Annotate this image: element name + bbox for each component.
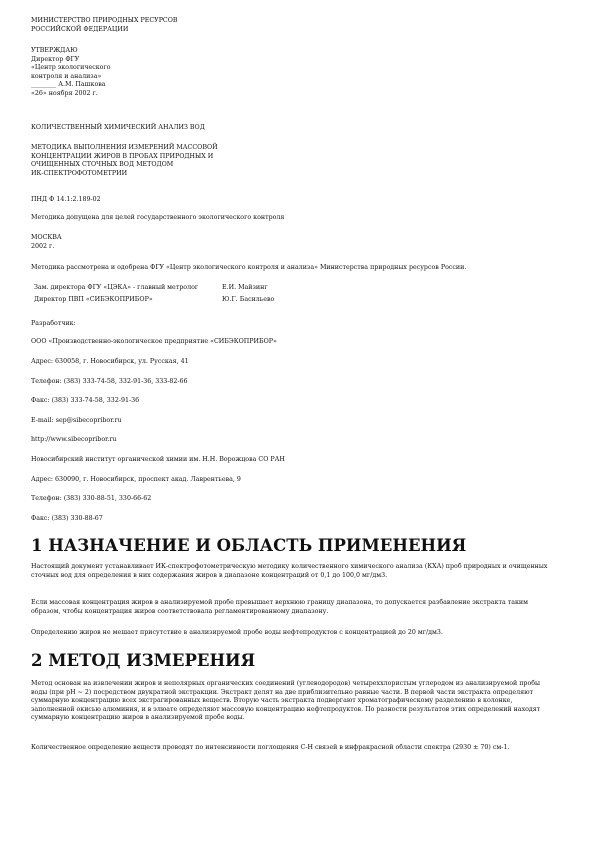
- title-line: ОЧИЩЕННЫХ СТОЧНЫХ ВОД МЕТОДОМ: [31, 161, 174, 169]
- reviewed-line: Методика рассмотрена и одобрена ФГУ «Центр экологического контроля и анализа» Министерства природных ресурсов России.: [31, 264, 467, 271]
- section-paragraph: Если массовая концентрация жиров в анализируемой пробе превышает верхнюю границу диапазона, то допускается разбавление экстракта таким образом, чтобы концентрация жиров соответствовала регламентированному диапазону.: [31, 599, 528, 615]
- signature-name: Е.И. Майзинг: [222, 284, 268, 291]
- title-line: МЕТОДИКА ВЫПОЛНЕНИЯ ИЗМЕРЕНИЙ МАССОВОЙ: [31, 144, 218, 151]
- approval-line: Директор ФГУ: [31, 55, 80, 63]
- developer-org: Новосибирский институт органической химии им. Н.Н. Ворожцова СО РАН: [31, 456, 285, 463]
- title-line: ИК-СПЕКТРОФОТОМЕТРИИ: [31, 169, 128, 177]
- category-line: КОЛИЧЕСТВЕННЫЙ ХИМИЧЕСКИЙ АНАЛИЗ ВОД: [31, 124, 205, 131]
- developer-address: Адрес: 630058, г. Новосибирск, ул. Русская, 41: [31, 358, 189, 365]
- document-title: [31, 144, 218, 178]
- document-code: ПНД Ф 14.1:2.189-02: [31, 196, 101, 203]
- approval-line: «Центр экологического: [31, 64, 111, 72]
- developer-address: Адрес: 630090, г. Новосибирск, проспект акад. Лаврентьева, 9: [31, 476, 241, 483]
- developer-phone: Телефон: (383) 333-74-58, 332-91-36, 333-82-66: [31, 378, 188, 385]
- developer-fax: Факс: (383) 330-88-67: [31, 515, 103, 522]
- section-paragraph: Количественное определение веществ проводят по интенсивности поглощения С-Н связей в инфракрасной области спектра (2930 ± 70) см-1.: [31, 744, 510, 751]
- approval-block: [31, 47, 111, 99]
- developer-email[interactable]: E-mail: sep@sibecopribor.ru: [31, 417, 122, 424]
- approval-line: «26» ноября 2002 г.: [31, 89, 98, 97]
- signature-name: Ю.Г. Басильево: [222, 296, 275, 303]
- year: 2002 г.: [31, 242, 55, 250]
- section-paragraph: Определению жиров не мешает присутствие в анализируемой пробе воды нефтепродуктов с концентрацией до 20 мг/дм3.: [31, 629, 443, 636]
- approval-line: УТВЕРЖДАЮ: [31, 47, 78, 54]
- signature-role: Зам. директора ФГУ «ЦЭКА» - главный метролог: [34, 284, 199, 291]
- ministry-line: РОССИЙСКОЙ ФЕДЕРАЦИИ: [31, 25, 129, 33]
- developer-fax: Факс: (383) 333-74-58, 332-91-36: [31, 397, 140, 404]
- approval-line: ________ А.М. Пашкова: [31, 81, 106, 89]
- section-paragraph: Настоящий документ устанавливает ИК-спектрофотометрическую методику количественного химического анализа (КХА) проб природных и очищенных сточных вод для определения в них содержания жиров в диапазоне концентраций от 0,1 до 100,0 мг/дм3.: [31, 563, 548, 579]
- section-paragraph: Метод основан на извлечении жиров и неполярных органических соединений (углеводородов) четыреххлористым углеродом из анализируемой пробы воды (при pH ~ 2) посредством двукратной экстракции. Экстракт делят на две приблизительно равные части. В первой части экстракта определяют суммарную концентрацию всех экстрагированных веществ. Вторую часть экстракта подвергают хроматографическому разделению в колонке, заполненной окисью алюминия, и в элюате определяют массовую концентрацию нефтепродуктов. По разности результатов этих определений находят суммарную концентрацию жиров в анализируемой пробе воды.: [31, 680, 541, 722]
- developer-phone: Телефон: (383) 330-88-51, 330-66-62: [31, 495, 152, 502]
- developer-website-link[interactable]: http://www.sibecopribor.ru: [31, 436, 117, 443]
- title-line: КОНЦЕНТРАЦИИ ЖИРОВ В ПРОБАХ ПРИРОДНЫХ И: [31, 152, 214, 160]
- city: МОСКВА: [31, 234, 62, 241]
- ministry-line: МИНИСТЕРСТВО ПРИРОДНЫХ РЕСУРСОВ: [31, 17, 178, 24]
- ministry-header: [31, 17, 178, 34]
- approval-line: контроля и анализа»: [31, 72, 102, 80]
- developer-org: ООО «Производственно-экологическое предприятие «СИБЭКОПРИБОР»: [31, 338, 277, 345]
- city-year: [31, 234, 62, 251]
- signature-role: Директор ПВП «СИБЭКОПРИБОР»: [34, 296, 153, 303]
- permit-line: Методика допущена для целей государственного экологического контроля: [31, 214, 285, 221]
- section-heading: 2 МЕТОД ИЗМЕРЕНИЯ: [31, 651, 256, 670]
- section-heading: 1 НАЗНАЧЕНИЕ И ОБЛАСТЬ ПРИМЕНЕНИЯ: [31, 536, 467, 555]
- developers-heading: Разработчик:: [31, 320, 76, 327]
